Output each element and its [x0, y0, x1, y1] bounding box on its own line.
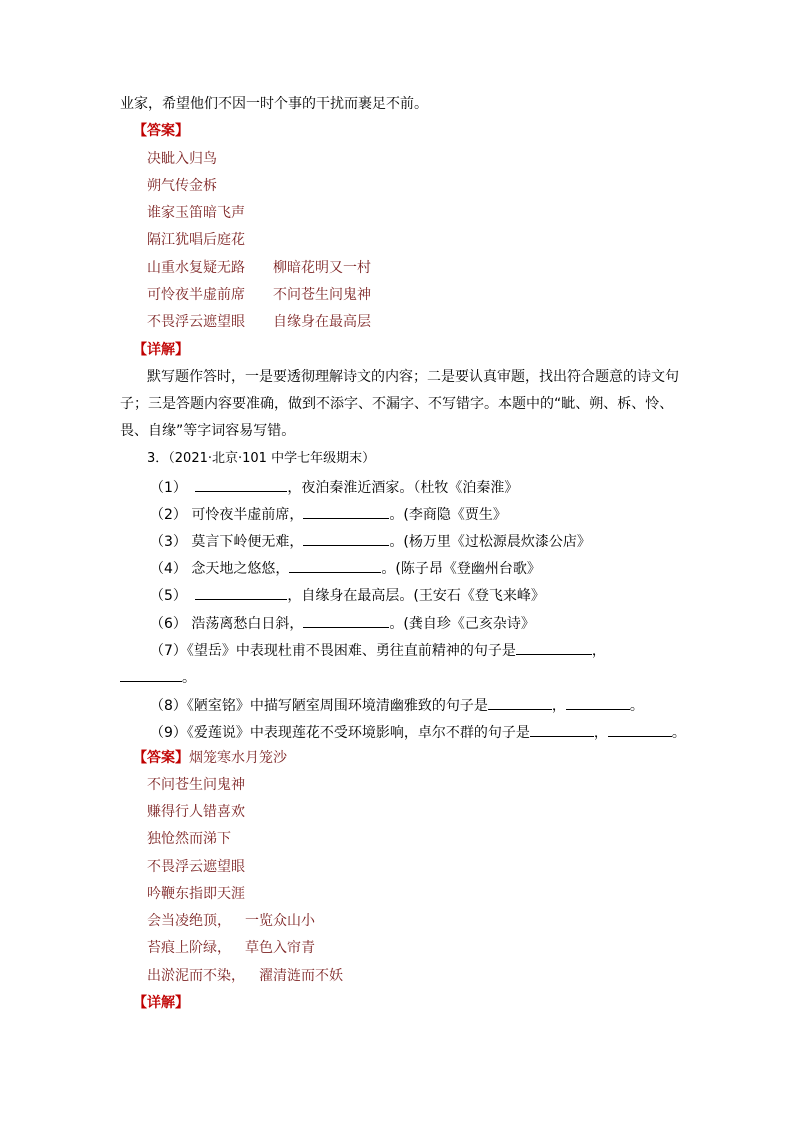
answer-blank[interactable] — [608, 721, 672, 737]
answer-pair-second: 濯清涟而不妖 — [259, 968, 343, 984]
answer-line: 决眦入归鸟 — [147, 151, 217, 167]
question-item — [150, 530, 591, 552]
answer-tag: 【答案】 — [133, 750, 189, 766]
answer-blank[interactable] — [566, 694, 630, 710]
question-item — [150, 639, 606, 661]
item-number: （3） — [150, 534, 187, 550]
item-source: (李商隐《贾生》 — [403, 507, 507, 523]
item-text-after: 。 — [389, 507, 404, 523]
item-number: （7） — [150, 643, 187, 659]
question-item — [150, 612, 535, 634]
answer-line: 吟鞭东指即天涯 — [147, 886, 245, 902]
answer-pair-second: 柳暗花明又一村 — [273, 260, 371, 276]
answer-pair-first: 会当凌绝顶， — [147, 913, 231, 929]
item-text-after: ，自缘身在最高层。 — [287, 588, 414, 604]
answer-pair — [147, 966, 343, 986]
question-header: 3．（2021·北京·101 中学七年级期末） — [147, 451, 376, 466]
item-source: (杨万里《过松源晨炊漆公店》 — [403, 534, 591, 550]
item-number: （9） — [150, 725, 187, 741]
item-text-before: 浩荡离愁白日斜， — [191, 616, 304, 632]
answer-pair — [147, 938, 315, 958]
answer-line: 朔气传金柝 — [147, 178, 217, 194]
item-text: 《陋室铭》中描写陋室周围环境清幽雅致的句子是 — [186, 698, 488, 714]
item-number: （6） — [150, 616, 187, 632]
item-number: （2） — [150, 507, 187, 523]
answer-pair-second: 一览众山小 — [245, 913, 315, 929]
answer-blank[interactable] — [516, 639, 592, 655]
answer-line: 不畏浮云遮望眼 — [147, 859, 245, 875]
answer-pair-first: 可怜夜半虚前席 — [147, 287, 245, 303]
answer-pair-first: 苔痕上阶绿， — [147, 940, 231, 956]
item-text-before: 念天地之悠悠， — [191, 561, 290, 577]
answer-blank[interactable] — [195, 476, 287, 492]
answer-pair-first: 不畏浮云遮望眼 — [147, 314, 245, 330]
answer-pair-first: 山重水复疑无路 — [147, 260, 245, 276]
detail-line: 畏、自缘”等字词容易写错。 — [120, 423, 296, 439]
question-item — [150, 476, 518, 498]
detail-line: 子；三是答题内容要准确，做到不添字、不漏字、不写错字。本题中的“眦、朔、柝、怜、 — [120, 396, 674, 412]
answer-blank[interactable] — [530, 721, 594, 737]
item-source: (龚自珍《己亥杂诗》 — [403, 616, 535, 632]
item-text-before: 莫言下岭便无难， — [191, 534, 304, 550]
answer-blank[interactable] — [195, 584, 287, 600]
question-item — [150, 694, 644, 716]
answer-blank[interactable] — [488, 694, 552, 710]
question-item-continuation — [120, 666, 196, 688]
answer-line: 谁家玉笛暗飞声 — [147, 205, 245, 221]
item-source: (陈子昂《登幽州台歌》 — [395, 561, 541, 577]
item-text: 《望岳》中表现杜甫不畏困难、勇往直前精神的句子是 — [186, 643, 516, 659]
item-comma: ， — [551, 698, 566, 714]
item-text-after: 。 — [389, 534, 404, 550]
question-item — [150, 584, 545, 606]
item-text-before: 可怜夜半虚前席， — [191, 507, 304, 523]
answer-tag: 【答案】 — [133, 123, 189, 139]
answer-blank[interactable] — [303, 503, 389, 519]
answer-pair-first: 出淤泥而不染， — [147, 968, 245, 984]
question-item — [150, 557, 541, 579]
item-number: （4） — [150, 561, 187, 577]
answer-blank[interactable] — [289, 557, 381, 573]
item-number: （1） — [150, 480, 187, 496]
item-comma: ， — [593, 725, 608, 741]
detail-tag: 【详解】 — [133, 342, 189, 358]
item-number: （5） — [150, 588, 187, 604]
item-comma: ， — [591, 643, 606, 659]
item-end: 。 — [182, 670, 196, 686]
answer-pair — [147, 312, 371, 332]
answer-pair — [147, 258, 371, 278]
answer-line: 独怆然而涕下 — [147, 831, 231, 847]
answer-header — [133, 748, 287, 768]
answer-pair — [147, 911, 315, 931]
item-text-after: 。 — [381, 561, 396, 577]
answer-line: 烟笼寒水月笼沙 — [189, 750, 287, 766]
question-item — [150, 503, 507, 525]
item-text-after: 。 — [389, 616, 404, 632]
item-text: 《爱莲说》中表现莲花不受环境影响，卓尔不群的句子是 — [186, 725, 530, 741]
item-number: （8） — [150, 698, 187, 714]
item-end: 。 — [671, 725, 686, 741]
detail-tag: 【详解】 — [133, 995, 189, 1011]
answer-line: 赚得行人错喜欢 — [147, 804, 245, 820]
item-source: (王安石《登飞来峰》 — [413, 588, 545, 604]
answer-line: 隔江犹唱后庭花 — [147, 232, 245, 248]
answer-blank[interactable] — [303, 612, 389, 628]
answer-pair — [147, 285, 371, 305]
answer-pair-second: 草色入帘青 — [245, 940, 315, 956]
item-text-after: ，夜泊秦淮近酒家。 — [287, 480, 414, 496]
answer-blank[interactable] — [303, 530, 389, 546]
question-item — [150, 721, 686, 743]
item-source: （杜牧《泊秦淮》 — [413, 480, 519, 496]
answer-pair-second: 自缘身在最高层 — [273, 314, 371, 330]
intro-line: 业家，希望他们不因一时个事的干扰而裹足不前。 — [120, 96, 428, 112]
answer-line: 不问苍生问鬼神 — [147, 777, 245, 793]
item-end: 。 — [629, 698, 644, 714]
answer-blank[interactable] — [120, 666, 182, 682]
answer-pair-second: 不问苍生问鬼神 — [273, 287, 371, 303]
detail-line: 默写题作答时，一是要透彻理解诗文的内容；二是要认真审题，找出符合题意的诗文句 — [147, 369, 679, 385]
